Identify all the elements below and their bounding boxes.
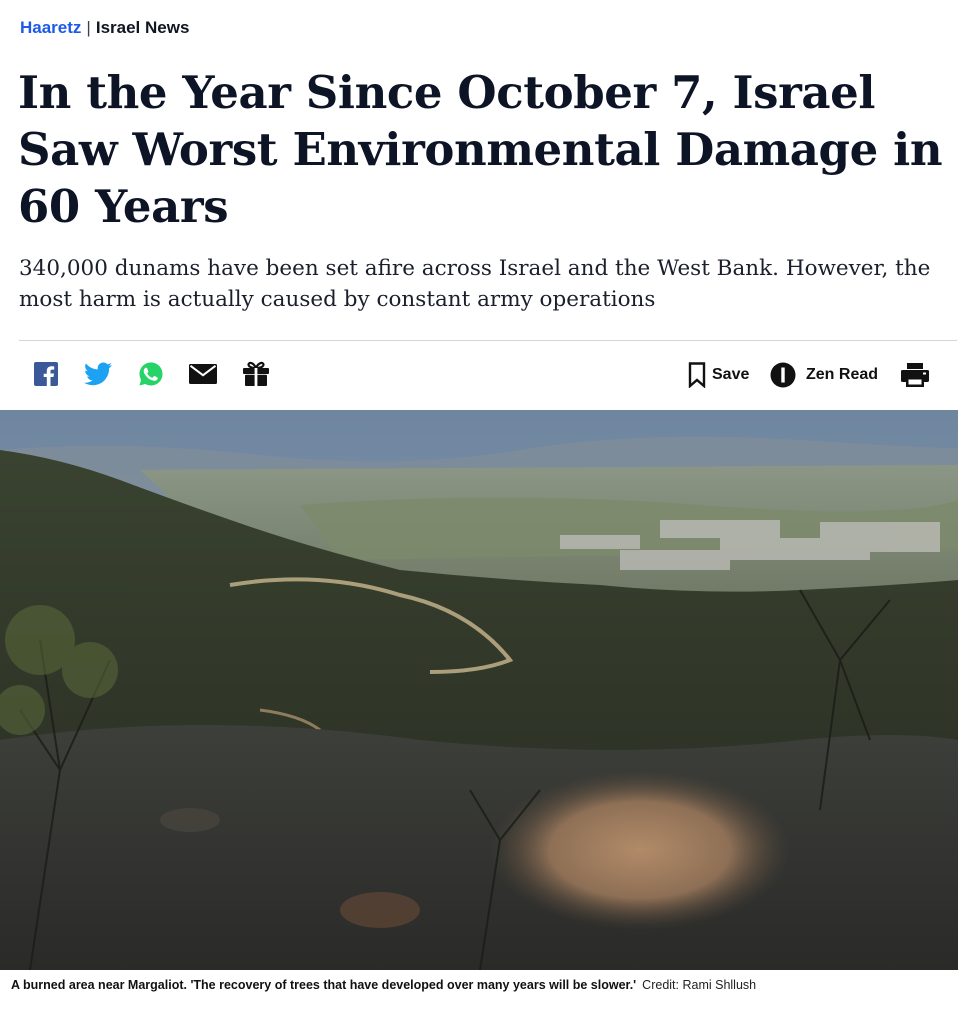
twitter-icon (84, 362, 112, 386)
print-icon (901, 363, 929, 387)
brand-link[interactable]: Haaretz (20, 18, 82, 37)
photo-caption (11, 978, 951, 992)
save-label: Save (712, 366, 750, 383)
section-link[interactable]: Israel News (95, 18, 190, 37)
article-subheadline: 340,000 dunams have been set afire across Israel and the West Bank. However, the most harm is actually caused by constant army operations (19, 256, 931, 312)
zen-read-label: Zen Read (806, 366, 879, 383)
print-button[interactable] (901, 360, 935, 390)
bookmark-icon (688, 362, 706, 388)
facebook-share-button[interactable] (32, 360, 60, 388)
article-tools (688, 360, 948, 390)
article-photo (0, 410, 958, 970)
whatsapp-share-button[interactable] (137, 360, 165, 388)
breadcrumb-separator: | (86, 18, 91, 37)
whatsapp-icon (138, 361, 164, 387)
breadcrumb (20, 18, 189, 38)
gift-article-button[interactable] (242, 360, 270, 388)
email-share-button[interactable] (189, 360, 217, 388)
facebook-icon (34, 362, 58, 386)
zen-read-button[interactable] (770, 360, 878, 390)
article-headline: In the Year Since October 7, Israel Saw Worst Environmental Damage in 60 Years (18, 66, 943, 233)
zen-read-icon (770, 362, 796, 388)
save-button[interactable] (688, 360, 749, 390)
email-icon (189, 364, 217, 384)
twitter-share-button[interactable] (84, 360, 112, 388)
gift-icon (242, 361, 270, 387)
caption-text: A burned area near Margaliot. 'The recovery of trees that have developed over many years will be slower.' (11, 978, 637, 992)
divider (19, 340, 957, 341)
photo-credit: Credit: Rami Shllush (642, 978, 757, 992)
burned-landscape-photo (0, 410, 958, 970)
